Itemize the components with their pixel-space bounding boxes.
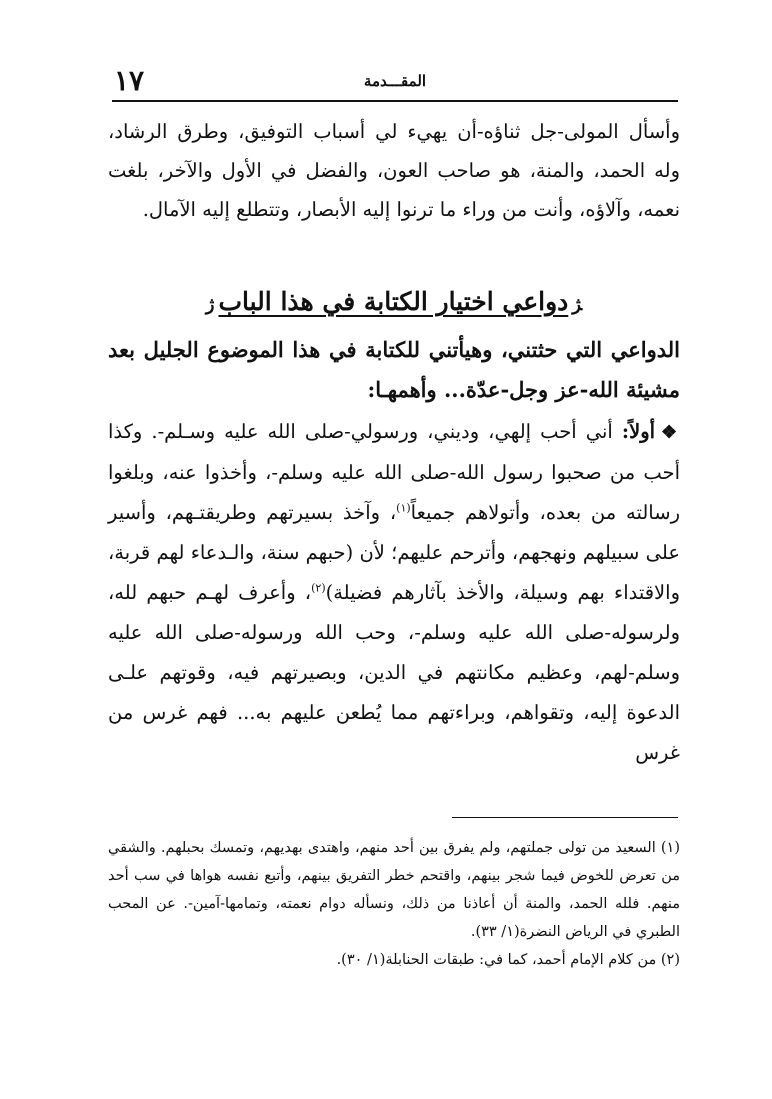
main-text-part-2: ، وآخذ بسيرتهم وطريقتـهم، وأسير على سبيلهم ونهجهم، وأترحم عليهم؛ لأن (حبهم سنة، والـدعاء لهم قربة، والاقتداء بهم وسيلة، والأخذ بآثارهم فضيلة): [108, 501, 681, 604]
footnote-marker-1[interactable]: (١): [396, 501, 411, 515]
section-heading-title: دواعي اختيار الكتابة في هذا الباب: [218, 287, 569, 316]
running-title: المقـــدمة: [363, 72, 427, 90]
bold-intro-block: [108, 330, 680, 410]
footnote-2: (٢) من كلام الإمام أحمد، كما في: طبقات الحنابلة(١/ ٣٠).: [336, 952, 680, 968]
main-paragraph: [108, 412, 680, 773]
intro-paragraph: وأسأل المولى-جل ثناؤه-أن يهيء لي أسباب التوفيق، وطرق الرشاد، وله الحمد، والمنة، هو صاحب العون، والفضل في الأول والآخر، بلغت نعمه، وآلاؤه، وأنت من وراء ما ترنوا إليه الأبصار، وتتطلع إليه الآمال.: [108, 120, 680, 221]
intro-paragraph-block: [108, 112, 680, 229]
footnote-separator: [452, 817, 678, 818]
main-paragraph-block: [108, 412, 680, 773]
section-heading: [108, 282, 680, 325]
page-header: [112, 62, 678, 102]
footnote-1: (١) السعيد من تولى جملتهم، ولم يفرق بين أحد منهم، واهتدى بهديهم، وتمسك بحبلهم. والشقي من تعرض للخوض فيما شجر بينهم، واقتحم خطر التفريق بينهم، وأتبع نفسه هواها في سب أحد منهم. فلله الحمد، والمنة أن أعاذنا من ذلك، ونسأله دوام نعمته، وتمامها-آمين-. عن المحب الطبري في الرياض النضرة(١/ ٣٣).: [108, 840, 680, 940]
lead-text: أولاً:: [621, 420, 656, 443]
ornament-left-icon: ﮊ: [205, 294, 215, 315]
footnote-marker-2[interactable]: (٢): [311, 581, 326, 595]
lead-label: [622, 420, 680, 443]
bold-intro-paragraph: الدواعي التي حثتني، وهيأتني للكتابة في هذا الموضوع الجليل بعد مشيئة الله-عز وجل-عدّة... وأهمهـا:: [108, 337, 680, 402]
ornament-right-icon: ﮋ: [572, 294, 583, 315]
main-text-part-3: ، وأعرف لهـم حبهم لله، ولرسوله-صلى الله عليه وسلم-، وحب الله ورسوله-صلى الله عليه وسلم-لهم، وعظيم مكانتهم في الدين، وبصيرتهم فيه، وقوتهم علـى الدعوة إليه، وتقواهم، وبراءتهم مما يُطعن عليهم به... فهم غرس من غرس: [108, 581, 680, 764]
diamond-bullet-icon: ❖: [661, 422, 680, 443]
footnotes: [108, 834, 680, 974]
page-number: ١٧: [114, 64, 145, 97]
main-text-part-1: أني أحب إلهي، وديني، ورسولي-صلى الله عليه وسـلم-. وكذا أحب من صحبوا رسول الله-صلى الله عليه وسلم-، وأخذوا عنه، وبلغوا رسالته من بعده، وأتولاهم جميعاً: [108, 420, 681, 524]
